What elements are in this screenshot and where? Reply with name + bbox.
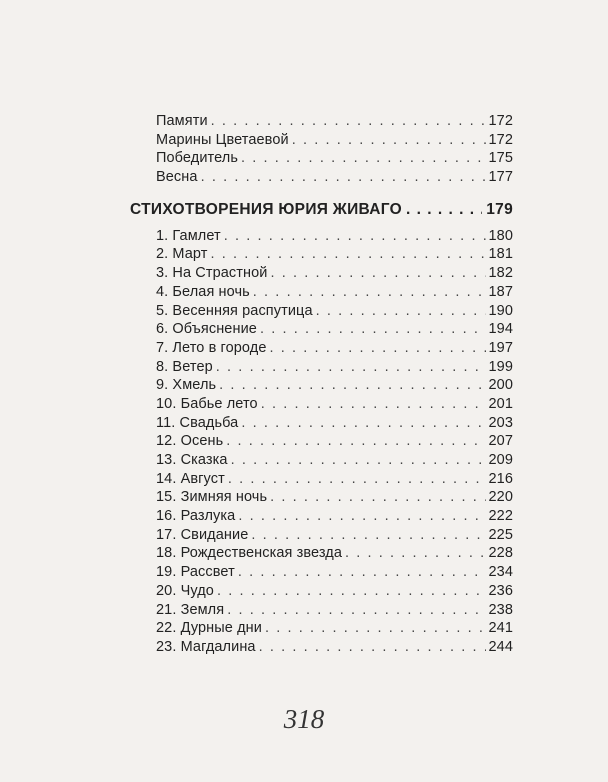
toc-entry bbox=[130, 358, 513, 377]
entry-title: 4. Белая ночь bbox=[156, 283, 250, 300]
toc-entry bbox=[130, 544, 513, 563]
entry-page-number: 199 bbox=[488, 358, 513, 375]
entry-title: 6. Объяснение bbox=[156, 321, 257, 338]
dot-leader bbox=[211, 112, 486, 131]
entry-title: 22. Дурные дни bbox=[156, 620, 262, 637]
toc-entry bbox=[130, 432, 513, 451]
entry-title: 15. Зимняя ночь bbox=[156, 489, 268, 506]
dot-leader bbox=[226, 432, 485, 451]
entry-title: 1. Гамлет bbox=[156, 227, 221, 244]
entry-page-number: 220 bbox=[488, 489, 513, 506]
entry-title: 14. Август bbox=[156, 470, 225, 487]
entry-title: 18. Рождественская звезда bbox=[156, 545, 342, 562]
toc-entry bbox=[130, 302, 513, 321]
dot-leader bbox=[211, 245, 486, 264]
dot-leader bbox=[219, 376, 485, 395]
entry-page-number: 190 bbox=[488, 302, 513, 319]
dot-leader bbox=[217, 582, 486, 601]
entry-title: 2. Март bbox=[156, 246, 208, 263]
dot-leader bbox=[406, 199, 482, 221]
section-page-number: 179 bbox=[486, 200, 513, 218]
entry-page-number: 244 bbox=[488, 638, 513, 655]
dot-leader bbox=[271, 264, 486, 283]
toc-entry bbox=[130, 638, 513, 657]
entry-title: 13. Сказка bbox=[156, 452, 228, 468]
entry-page-number: 209 bbox=[488, 452, 513, 468]
toc-section-heading bbox=[130, 199, 513, 221]
entry-page-number: 234 bbox=[488, 564, 513, 581]
dot-leader bbox=[231, 451, 486, 470]
dot-leader bbox=[238, 563, 486, 582]
entry-page-number: 181 bbox=[488, 246, 513, 263]
entry-page-number: 200 bbox=[488, 377, 513, 394]
entry-page-number: 238 bbox=[488, 601, 513, 618]
toc-entry bbox=[130, 526, 513, 545]
entry-title: 12. Осень bbox=[156, 433, 224, 450]
dot-leader bbox=[345, 544, 486, 563]
toc-entry bbox=[130, 264, 513, 283]
section-title: СТИХОТВОРЕНИЯ ЮРИЯ ЖИВАГО bbox=[130, 200, 403, 218]
entry-title: 11. Свадьба bbox=[156, 414, 239, 431]
entry-title: 21. Земля bbox=[156, 601, 225, 618]
entry-page-number: 182 bbox=[488, 265, 513, 282]
entry-title: 10. Бабье лето bbox=[156, 395, 258, 412]
entry-title: 19. Рассвет bbox=[156, 564, 235, 581]
dot-leader bbox=[265, 619, 486, 638]
entry-title: 9. Хмель bbox=[156, 377, 217, 394]
toc-entry bbox=[130, 619, 513, 638]
entry-page-number: 187 bbox=[488, 283, 513, 300]
entry-title: 3. На Страстной bbox=[156, 265, 268, 282]
toc-entry bbox=[130, 283, 513, 302]
dot-leader bbox=[270, 488, 485, 507]
toc-entry bbox=[130, 470, 513, 489]
entry-title: 8. Ветер bbox=[156, 358, 213, 375]
toc-entry bbox=[130, 395, 513, 414]
entry-page-number: 197 bbox=[488, 339, 513, 356]
entry-page-number: 175 bbox=[488, 150, 513, 167]
toc-entry bbox=[130, 488, 513, 507]
dot-leader bbox=[253, 283, 486, 302]
entry-page-number: 201 bbox=[488, 395, 513, 412]
entry-title: Победитель bbox=[156, 150, 239, 167]
toc-entry bbox=[130, 507, 513, 526]
toc-entries bbox=[130, 227, 513, 657]
dot-leader bbox=[259, 638, 486, 657]
dot-leader bbox=[292, 131, 486, 150]
entry-page-number: 177 bbox=[488, 169, 513, 186]
toc-entry bbox=[130, 582, 513, 601]
dot-leader bbox=[260, 320, 486, 339]
toc-entry bbox=[130, 320, 513, 339]
entry-title: 17. Свидание bbox=[156, 526, 249, 543]
entry-title: Памяти bbox=[156, 113, 208, 129]
table-of-contents bbox=[130, 112, 513, 657]
entry-title: Марины Цветаевой bbox=[156, 131, 289, 148]
dot-leader bbox=[228, 470, 486, 489]
dot-leader bbox=[251, 526, 485, 545]
entry-title: 5. Весенняя распутица bbox=[156, 302, 313, 319]
entry-page-number: 203 bbox=[488, 414, 513, 431]
entry-title: 23. Магдалина bbox=[156, 638, 256, 655]
dot-leader bbox=[241, 414, 485, 433]
toc-entry bbox=[130, 601, 513, 620]
toc-entry bbox=[130, 451, 513, 470]
entry-title: Весна bbox=[156, 169, 198, 186]
entry-page-number: 222 bbox=[488, 508, 513, 525]
dot-leader bbox=[316, 302, 486, 321]
dot-leader bbox=[216, 358, 486, 377]
entry-page-number: 172 bbox=[488, 131, 513, 148]
toc-entry bbox=[130, 563, 513, 582]
dot-leader bbox=[261, 395, 486, 414]
entry-page-number: 236 bbox=[488, 582, 513, 599]
dot-leader bbox=[241, 149, 485, 168]
entry-page-number: 194 bbox=[488, 321, 513, 338]
entry-page-number: 216 bbox=[488, 470, 513, 487]
toc-entry bbox=[130, 245, 513, 264]
toc-entry bbox=[130, 112, 513, 131]
toc-entry bbox=[130, 131, 513, 150]
toc-entry bbox=[130, 339, 513, 358]
entry-page-number: 241 bbox=[488, 620, 513, 637]
entry-title: 7. Лето в городе bbox=[156, 339, 267, 356]
entry-page-number: 228 bbox=[488, 545, 513, 562]
entry-title: 16. Разлука bbox=[156, 508, 236, 525]
entry-page-number: 207 bbox=[488, 433, 513, 450]
toc-pre-entries bbox=[130, 112, 513, 187]
page-number: 318 bbox=[283, 704, 325, 734]
toc-entry bbox=[130, 376, 513, 395]
toc-entry bbox=[130, 168, 513, 187]
entry-page-number: 180 bbox=[488, 227, 513, 244]
entry-page-number: 225 bbox=[488, 526, 513, 543]
dot-leader bbox=[227, 601, 485, 620]
dot-leader bbox=[238, 507, 485, 526]
dot-leader bbox=[224, 227, 486, 246]
entry-page-number: 172 bbox=[488, 113, 513, 129]
toc-entry bbox=[130, 149, 513, 168]
dot-leader bbox=[201, 168, 486, 187]
toc-entry bbox=[130, 227, 513, 246]
dot-leader bbox=[270, 339, 486, 358]
toc-entry bbox=[130, 414, 513, 433]
entry-title: 20. Чудо bbox=[156, 582, 214, 599]
